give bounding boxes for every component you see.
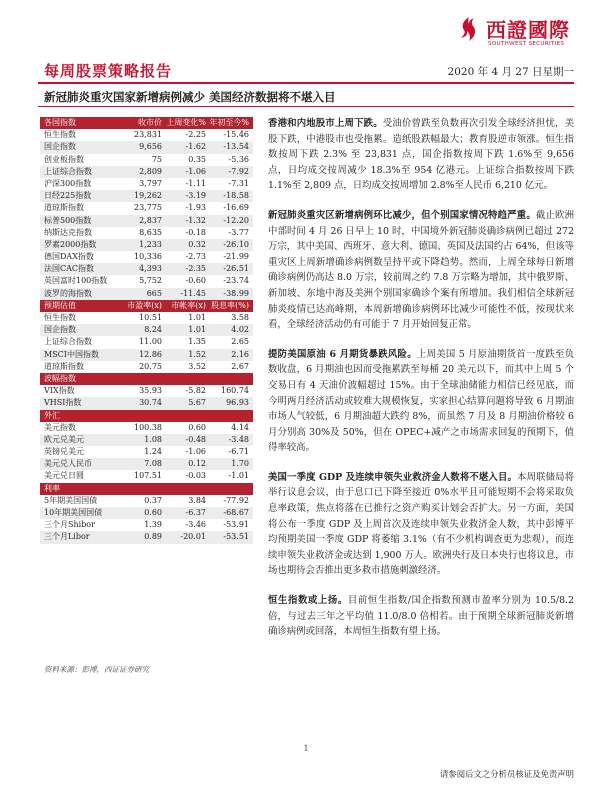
commentary-paragraph xyxy=(268,116,574,194)
row-value: -23.74 xyxy=(223,276,249,286)
table-row xyxy=(40,288,253,300)
table-row xyxy=(40,166,253,178)
header-cell xyxy=(122,483,162,495)
row-value: -1.62 xyxy=(185,142,206,152)
row-label: 三个月Libor xyxy=(44,532,90,542)
row-value: 5.67 xyxy=(188,398,206,408)
header-cell xyxy=(206,410,253,422)
table-row xyxy=(40,154,253,166)
row-value: -1.06 xyxy=(185,166,206,176)
row-value: 1.01 xyxy=(188,325,206,335)
row-label: 欧元兑美元 xyxy=(44,434,84,444)
row-value: 11.00 xyxy=(139,337,162,347)
header-cell xyxy=(122,410,162,422)
row-value: -7.31 xyxy=(228,178,249,188)
row-value: 3.84 xyxy=(188,495,206,505)
row-value: 1.01 xyxy=(188,313,206,322)
row-value: 8,635 xyxy=(139,227,162,237)
row-label: MSCI中国指数 xyxy=(44,349,99,359)
row-value: -5.82 xyxy=(185,386,206,396)
table-row xyxy=(40,336,253,348)
row-value: 30.74 xyxy=(139,398,162,408)
table-row xyxy=(40,446,253,458)
table-row xyxy=(40,434,253,446)
commentary-paragraph xyxy=(268,470,574,579)
table-row xyxy=(40,239,253,251)
paragraph-lead: 新冠肺炎重灾区新增病例环比减少，但个别国家情况特趋严重。 xyxy=(268,209,536,221)
row-value: -1.06 xyxy=(185,447,206,457)
header-cell: 股息率(%) xyxy=(211,300,249,310)
row-value: -20.01 xyxy=(180,532,206,542)
row-value: -0.18 xyxy=(185,227,206,237)
row-value: -1.01 xyxy=(228,471,249,481)
row-value: 1.24 xyxy=(144,447,162,457)
paragraph-lead: 香港和内地股市上周下跌。 xyxy=(268,118,383,129)
row-value: 10,336 xyxy=(134,252,162,262)
row-label: 英镑兑美元 xyxy=(44,447,84,457)
table-row xyxy=(40,519,253,531)
row-label: 波罗的海指数 xyxy=(44,288,92,298)
row-label: 沪深300指数 xyxy=(44,178,92,188)
row-value: 23,775 xyxy=(134,203,162,213)
row-label: 恒生指数 xyxy=(44,130,76,140)
table-row xyxy=(40,422,253,434)
row-value: 1,233 xyxy=(139,239,162,249)
row-value: 2,809 xyxy=(139,166,162,176)
row-value: 23,831 xyxy=(134,130,162,140)
paragraph-text: 上周美国 5 月原油期货首一度跌至负数收盘，6 月期油也因而受拖累跌至每桶 20 美元以下，而其中上周 5 个交易日有 4 天油价波幅超过 15%。由于全球油储能力相信已经见底，而今明两月经济活动或较难大规模恢复，实家担心结算问题将导致 6 月期油市场人气较低，6 月期油超大跌约 8%，而虽然 7 月及 8 月期油价格较 6 月分别高 30%及 50%，但在 OPEC+减产之市场需求回复的预期下，值得率较高。 xyxy=(268,348,574,454)
row-value: 160.74 xyxy=(221,386,249,396)
table-section-header xyxy=(40,373,253,385)
row-value: 0.12 xyxy=(188,459,206,469)
paragraph-text: 本周联储局将举行议息会议，由于息口已下降至接近 0%水平且可能短期不会将采取负息率政策，焦点将落在已推行之资产购买计划会否扩大。另一方面，美国将公布一季度 GDP 及上周首次及连续申领失业救济金人数，其中彭博平均预期美国一季度 GDP 将萎缩 3.1%（有不少机构调查更为悲观），而连续申领失业救济金或达到 1,900 万人。欧洲央行及日本央行也将议息，市场也期待会否推出更多救市措施刺激经济。 xyxy=(268,471,574,577)
row-value: 96.93 xyxy=(226,398,249,408)
paragraph-text: 截止欧洲中部时间 4 月 26 日早上 10 时，中国境外新冠肺炎确诊病例已超过 272 万宗，其中美国、西班牙、意大利、德国、英国及法国约占 64%，但该等重灾区上周新增确诊病例数呈持平或下降趋势。然而，上周全球每日新增确诊病例仍高达 8.0 万宗，较前周之约 7.8 万宗略为增加，其中俄罗斯、新加坡、东地中海及美洲个别国家确诊个案有所增加。我们相信全球新冠肺炎疫情已达高峰期，本周新增确诊病例环比减少可能性不低，按现状来看，全球经济活动仍有可能于 7 月开始回复正常。 xyxy=(268,209,574,331)
paragraph-text: 目前恒生指数/国企指数预测市盈率分别为 10.5/8.2 倍，与过去三年之平均值 11.0/8.0 倍相若。由于预期全球新冠肺炎新增确诊病例或回落，本周恒生指数有望上扬。 xyxy=(268,595,574,638)
table-row xyxy=(40,275,253,287)
row-value: 35.93 xyxy=(139,386,162,396)
table-row xyxy=(40,251,253,263)
table-row xyxy=(40,361,253,373)
header-cell: 外汇 xyxy=(44,410,60,420)
row-value: 0.60 xyxy=(144,508,162,517)
row-value: -6.37 xyxy=(185,508,206,517)
commentary-column xyxy=(268,116,574,654)
row-value: -68.67 xyxy=(223,508,249,517)
row-value: -2.35 xyxy=(185,264,206,274)
row-value: 0.32 xyxy=(188,239,206,249)
row-value: -21.99 xyxy=(223,252,249,262)
header-cell xyxy=(122,373,162,385)
row-value: -3.77 xyxy=(228,227,249,237)
table-row xyxy=(40,349,253,361)
row-value: 7.08 xyxy=(144,459,162,469)
row-value: -13.54 xyxy=(223,142,249,152)
row-label: 5年期美国国债 xyxy=(44,495,98,505)
row-label: 10年期美国国债 xyxy=(44,508,103,517)
row-value: -53.51 xyxy=(223,532,249,542)
row-value: -11.45 xyxy=(180,288,206,298)
row-value: -12.20 xyxy=(223,215,249,225)
row-value: 2.65 xyxy=(231,337,249,347)
row-value: -26.51 xyxy=(223,264,249,274)
row-label: 罗素2000指数 xyxy=(44,239,97,249)
row-label: 法国CAC指数 xyxy=(44,264,95,274)
report-date: 2020 年 4 月 27 日星期一 xyxy=(447,66,574,78)
row-value: 1.70 xyxy=(231,459,249,469)
row-value: 4.14 xyxy=(231,422,249,432)
row-label: 美元指数 xyxy=(44,422,76,432)
row-label: 道琼斯指数 xyxy=(44,361,84,371)
header-cell: 年初至今% xyxy=(209,118,249,127)
row-value: 9,656 xyxy=(139,142,162,152)
row-value: -2.25 xyxy=(185,130,206,140)
table-row xyxy=(40,397,253,409)
table-row xyxy=(40,324,253,336)
row-label: 标普500指数 xyxy=(44,215,92,225)
paragraph-text: 受油价曾跌至负数再次引发全球经济担忧，美股下跌，中港股市也受拖累。造纸股跌幅最大；教育股逆市领涨。恒生指数按周下跌 2.3% 至 23,831 点，国企指数按周下跌 1.6%至 9,656 点，日均成交按周减少 18.3%至 954 亿港元。上证综合指数按周下跌 1.1%至 2,809 点，日均成交按周增加 2.8%至人民币 6,210 亿元。 xyxy=(268,118,574,192)
header-cell xyxy=(162,373,206,385)
row-value: -26.10 xyxy=(223,239,249,249)
table-row xyxy=(40,507,253,519)
row-label: VIX指数 xyxy=(44,386,75,396)
row-value: 0.35 xyxy=(188,154,206,164)
row-label: 日经225指数 xyxy=(44,191,92,201)
row-value: 20.75 xyxy=(139,361,162,371)
table-section-header xyxy=(40,300,253,312)
row-value: -16.69 xyxy=(223,203,249,213)
table-row xyxy=(40,190,253,202)
table-row xyxy=(40,227,253,239)
row-value: 1.08 xyxy=(144,434,162,444)
row-label: 上证综合指数 xyxy=(44,337,92,347)
header-cell: 上周变化% xyxy=(166,118,206,127)
row-value: -53.91 xyxy=(223,520,249,530)
header-cell: 预期估值 xyxy=(44,300,76,310)
row-label: 英国富时100指数 xyxy=(44,276,108,286)
row-value: 0.60 xyxy=(188,422,206,432)
table-row xyxy=(40,202,253,214)
row-value: 2.67 xyxy=(231,361,249,371)
row-value: -7.92 xyxy=(228,166,249,176)
row-value: -38.99 xyxy=(223,288,249,298)
row-value: -1.11 xyxy=(185,178,206,188)
divider-headline xyxy=(38,106,574,107)
row-value: -1.32 xyxy=(185,215,206,225)
row-value: 4.02 xyxy=(231,325,249,335)
row-value: 75 xyxy=(151,154,162,164)
header-cell xyxy=(206,373,253,385)
table-row xyxy=(40,470,253,482)
company-logo-icon xyxy=(458,16,480,42)
row-value: 8.24 xyxy=(144,325,162,335)
row-label: 德国DAX指数 xyxy=(44,252,94,262)
row-label: 纳斯达克指数 xyxy=(44,227,92,237)
row-value: -15.46 xyxy=(223,130,249,140)
table-row xyxy=(40,531,253,543)
row-value: -3.48 xyxy=(228,434,249,444)
row-value: 3,797 xyxy=(139,178,162,188)
row-value: 100.38 xyxy=(134,422,162,432)
table-source: 资料来源：彭博，西证证券研究 xyxy=(44,665,149,674)
row-value: 19,262 xyxy=(134,191,162,201)
row-value: -0.60 xyxy=(185,276,206,286)
logo-name-en: SOUTHWEST SECURITIES xyxy=(488,41,565,47)
header-cell xyxy=(206,483,253,495)
header-cell: 利率 xyxy=(44,483,60,493)
row-value: 3.58 xyxy=(231,313,249,322)
table-section-header xyxy=(40,117,253,129)
row-value: -6.71 xyxy=(228,447,249,457)
table-row xyxy=(40,385,253,397)
row-label: 上证综合指数 xyxy=(44,166,92,176)
row-value: 1.35 xyxy=(188,337,206,347)
row-label: 美元兑日圆 xyxy=(44,471,84,481)
row-label: 道琼斯指数 xyxy=(44,203,84,213)
header-cell xyxy=(162,410,206,422)
row-label: 创业板指数 xyxy=(44,154,84,164)
table-row xyxy=(40,458,253,470)
row-value: 107.51 xyxy=(134,471,162,481)
page-number: 1 xyxy=(303,744,309,753)
row-value: -77.92 xyxy=(223,495,249,505)
row-value: -5.36 xyxy=(228,154,249,164)
row-value: -0.48 xyxy=(185,434,206,444)
company-logo xyxy=(458,14,598,54)
row-label: 国企指数 xyxy=(44,142,76,152)
row-value: -3.46 xyxy=(185,520,206,530)
row-label: 恒生指数 xyxy=(44,313,76,322)
row-value: 1.39 xyxy=(144,520,162,530)
table-row xyxy=(40,178,253,190)
header-cell: 各国指数 xyxy=(44,118,76,127)
header-cell xyxy=(162,483,206,495)
row-value: 665 xyxy=(146,288,162,298)
headline: 新冠肺炎重灾国家新增病例减少 美国经济数据将不堪入目 xyxy=(44,90,336,104)
header-cell: 收市价 xyxy=(138,118,162,127)
row-label: 美元兑人民币 xyxy=(44,459,92,469)
table-row xyxy=(40,215,253,227)
row-value: 1.52 xyxy=(188,349,206,359)
table-row xyxy=(40,129,253,141)
header-cell: 波幅指数 xyxy=(44,373,76,383)
row-value: 5,752 xyxy=(139,276,162,286)
commentary-paragraph xyxy=(268,208,574,333)
paragraph-lead: 提防美国原油 6 月期货暴跌风险。 xyxy=(268,348,417,360)
row-label: 三个月Shibor xyxy=(44,520,95,530)
row-value: 4,393 xyxy=(139,264,162,274)
table-section-header xyxy=(40,483,253,495)
row-value: -0.03 xyxy=(185,471,206,481)
paragraph-lead: 恒生指数或上扬。 xyxy=(268,595,348,607)
table-row xyxy=(40,263,253,275)
report-title: 每周股票策略报告 xyxy=(44,62,173,80)
row-value: -18.58 xyxy=(223,191,249,201)
row-label: VHSI指数 xyxy=(44,398,82,408)
disclaimer: 请参阅后文之分析员核证及免责声明 xyxy=(440,769,574,779)
header-cell: 市盈率(x) xyxy=(127,300,162,310)
market-data-table xyxy=(40,117,253,544)
row-value: 0.37 xyxy=(144,495,162,505)
table-row xyxy=(40,495,253,507)
row-value: -1.93 xyxy=(185,203,206,213)
divider-top xyxy=(38,82,574,84)
header-cell: 市帐率(x) xyxy=(171,300,206,310)
logo-name-cn: 西證國際 xyxy=(486,18,570,42)
commentary-paragraph xyxy=(268,593,574,640)
row-value: -2.73 xyxy=(185,252,206,262)
paragraph-lead: 美国一季度 GDP 及连续申领失业救济金人数将不堪入目。 xyxy=(268,471,517,483)
row-value: -3.19 xyxy=(185,191,206,201)
table-row xyxy=(40,141,253,153)
row-value: 0.89 xyxy=(144,532,162,542)
row-value: 12.86 xyxy=(139,349,162,359)
row-value: 2,837 xyxy=(139,215,162,225)
commentary-paragraph xyxy=(268,347,574,456)
table-row xyxy=(40,312,253,324)
table-section-header xyxy=(40,410,253,422)
row-value: 10.51 xyxy=(139,313,162,322)
row-label: 国企指数 xyxy=(44,325,76,335)
row-value: 2.16 xyxy=(231,349,249,359)
row-value: 3.52 xyxy=(188,361,206,371)
